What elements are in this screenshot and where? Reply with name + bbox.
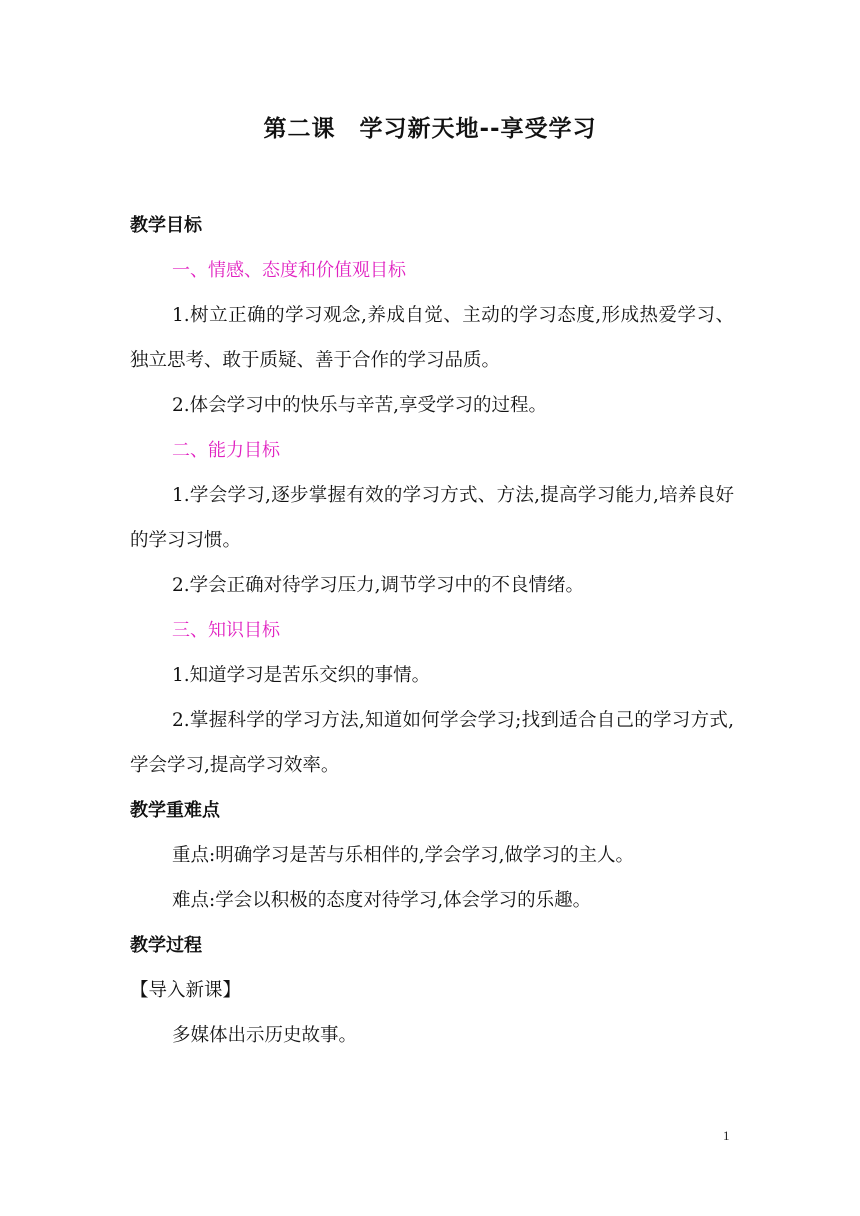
section-heading-goals: 教学目标	[130, 215, 202, 236]
subheading-knowledge: 三、知识目标	[172, 620, 280, 641]
subheading-ability: 二、能力目标	[172, 440, 280, 461]
paragraph-knowledge-1: 1.知道学习是苦乐交织的事情。	[172, 665, 431, 686]
page-number: 1	[723, 1128, 730, 1143]
paragraph-ability-2: 2.学会正确对待学习压力,调节学习中的不良情绪。	[172, 575, 585, 596]
paragraph-difficulty: 难点:学会以积极的态度对待学习,体会学习的乐趣。	[172, 890, 592, 911]
document-body	[130, 203, 734, 1058]
paragraph-focus: 重点:明确学习是苦与乐相伴的,学会学习,做学习的主人。	[172, 845, 634, 866]
page-title: 第二课 学习新天地--享受学习	[263, 116, 597, 142]
subheading-emotion: 一、情感、态度和价值观目标	[172, 260, 406, 281]
section-heading-process: 教学过程	[130, 935, 202, 956]
intro-label: 【导入新课】	[130, 980, 242, 1001]
paragraph-intro: 多媒体出示历史故事。	[172, 1025, 358, 1046]
paragraph-knowledge-2: 2.掌握科学的学习方法,知道如何学会学习;找到适合自己的学习方式,学会学习,提高学习效率。	[130, 710, 734, 776]
paragraph-ability-1: 1.学会学习,逐步掌握有效的学习方式、方法,提高学习能力,培养良好的学习习惯。	[130, 485, 734, 551]
paragraph-emotion-2: 2.体会学习中的快乐与辛苦,享受学习的过程。	[172, 395, 548, 416]
paragraph-emotion-1: 1.树立正确的学习观念,养成自觉、主动的学习态度,形成热爱学习、独立思考、敢于质疑、善于合作的学习品质。	[130, 305, 734, 371]
section-heading-key-points: 教学重难点	[130, 800, 220, 821]
